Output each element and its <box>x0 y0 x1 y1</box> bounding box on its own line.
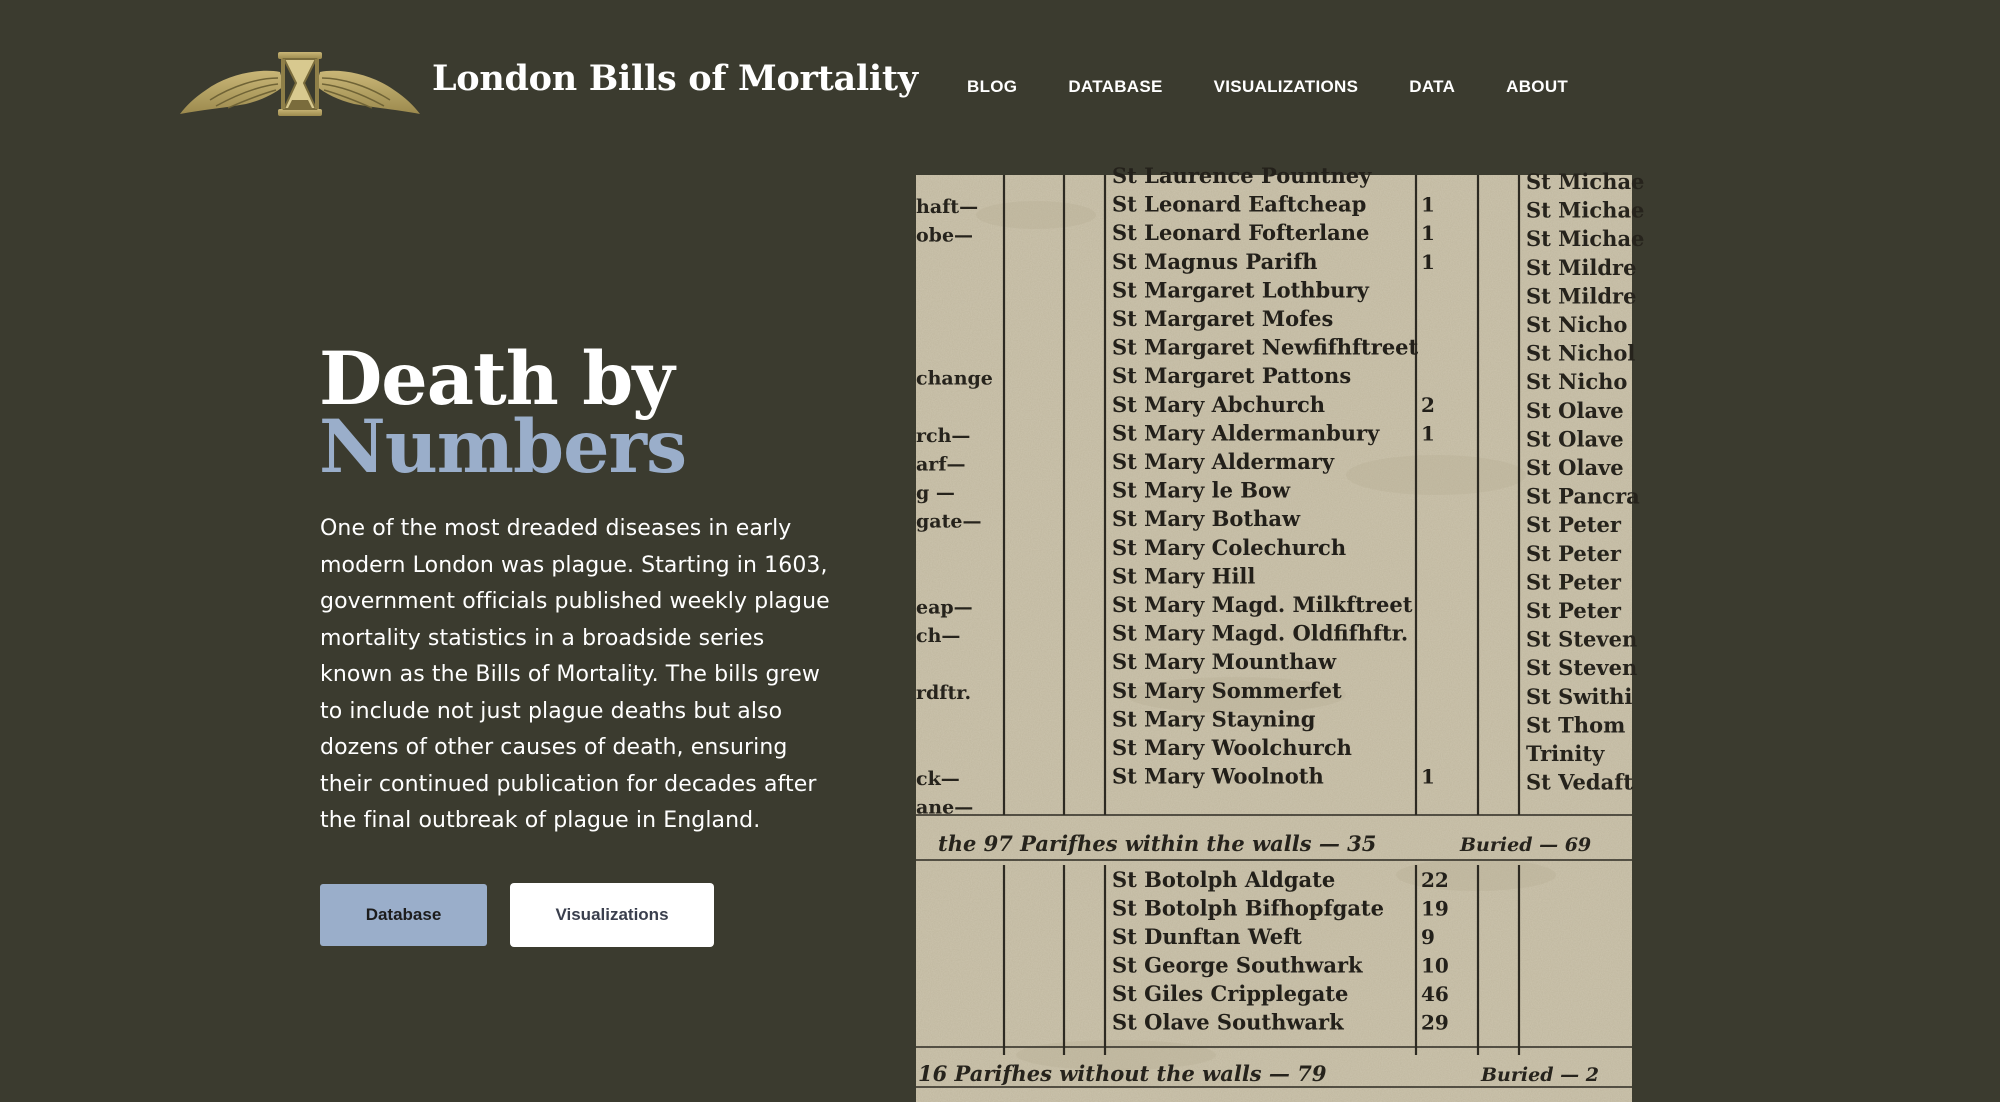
winged-hourglass-icon[interactable] <box>180 50 420 118</box>
parish-name: St Margaret Lothbury <box>1112 277 1369 303</box>
without-walls-buried: Buried — 2 <box>1481 1064 1599 1086</box>
clipped-text-fragment: St Steven <box>1526 626 1638 652</box>
clipped-text-fragment: St Vedaft <box>1526 769 1633 795</box>
database-button[interactable]: Database <box>320 884 487 946</box>
main-nav <box>967 76 1568 98</box>
hero-description: One of the most dreaded diseases in early modern London was plague. Starting in 1603, government officials published weekly plague mortality statistics in a broadside series known as the Bills of Mortality. The bills grew to include not just plague deaths but also dozens of other causes of death, ensuring their continued publication for decades after the final outbreak of plague in England. <box>320 516 830 833</box>
clipped-text-fragment: St Nichol <box>1526 340 1636 366</box>
nav-about[interactable]: ABOUT <box>1506 77 1569 96</box>
clipped-text-fragment: g — <box>916 482 955 504</box>
hero-heading-line2: Numbers <box>319 404 687 490</box>
parish-burial-count: 9 <box>1421 925 1435 949</box>
hero-heading-line1: Death by <box>319 336 674 422</box>
clipped-text-fragment: gate— <box>916 510 982 533</box>
parish-name: St Leonard Fofterlane <box>1112 220 1370 246</box>
clipped-text-fragment: haft— <box>916 196 979 218</box>
visualizations-button[interactable]: Visualizations <box>510 883 714 947</box>
parish-burial-count: 1 <box>1421 221 1435 246</box>
clipped-text-fragment: St Nicho <box>1526 312 1628 337</box>
nav-database[interactable]: DATABASE <box>1068 77 1163 96</box>
parish-name: St Mary Bothaw <box>1112 506 1301 532</box>
clipped-text-fragment: ane— <box>916 796 974 819</box>
parish-burial-count: 1 <box>1421 421 1435 446</box>
clipped-text-fragment: St Peter <box>1526 598 1621 623</box>
clipped-text-fragment: St Olave <box>1526 426 1624 452</box>
clipped-text-fragment: St Nicho <box>1526 369 1628 395</box>
clipped-text-fragment: St Mildre <box>1526 254 1637 280</box>
clipped-text-fragment: rdftr. <box>916 682 972 705</box>
parish-name: St Mary Aldermanbury <box>1112 420 1380 446</box>
parish-burial-count: 29 <box>1421 1010 1449 1035</box>
parish-name: St Margaret Newfifhftreet <box>1112 334 1419 360</box>
clipped-text-fragment: rch— <box>916 424 971 447</box>
clipped-text-fragment: St Peter <box>1526 540 1621 566</box>
parish-burial-count: 10 <box>1421 953 1449 978</box>
parish-name: St Mary Woolnoth <box>1112 763 1324 789</box>
parish-name: St Giles Cripplegate <box>1112 981 1349 1006</box>
clipped-text-fragment: obe— <box>916 224 974 247</box>
parish-name: St Magnus Parifh <box>1112 248 1318 274</box>
clipped-text-fragment: St Pancra <box>1526 483 1640 509</box>
without-walls-total: 16 Parifhes without the walls — 79 <box>918 1061 1327 1086</box>
parish-name: St Leonard Eaftcheap <box>1112 191 1367 217</box>
clipped-text-fragment: ck— <box>916 768 960 790</box>
clipped-text-fragment: St Michae <box>1526 226 1645 252</box>
parish-name: St Dunftan Weft <box>1112 924 1302 949</box>
parish-name: St Margaret Mofes <box>1112 306 1334 331</box>
within-walls-total: the 97 Parifhes within the walls — 35 <box>938 831 1377 856</box>
hero-heading <box>319 336 687 490</box>
clipped-text-fragment: ch— <box>916 625 961 647</box>
clipped-text-fragment: Trinity <box>1526 741 1605 766</box>
parish-name: St Mary Woolchurch <box>1112 735 1352 760</box>
clipped-text-fragment: St Mildre <box>1526 283 1637 309</box>
parish-burial-count: 1 <box>1421 249 1435 274</box>
nav-blog[interactable]: BLOG <box>967 77 1018 96</box>
clipped-text-fragment: St Steven <box>1526 655 1638 681</box>
bill-of-mortality-scan <box>916 163 1645 1102</box>
parish-name: St Mary Magd. Oldfifhftr. <box>1112 620 1409 646</box>
parish-name: St Mary Hill <box>1112 563 1256 589</box>
clipped-text-fragment: St Peter <box>1526 569 1621 595</box>
parish-name: St Mary Abchurch <box>1112 391 1326 417</box>
parish-name: St Mary Colechurch <box>1112 534 1347 560</box>
parish-name: St Mary Stayning <box>1112 706 1316 732</box>
parish-name: St George Southwark <box>1112 952 1363 978</box>
parish-burial-count: 1 <box>1421 764 1435 789</box>
clipped-text-fragment: St Michae <box>1526 197 1645 223</box>
parish-name: St Mary Magd. Milkftreet <box>1112 592 1413 617</box>
within-walls-buried: Buried — 69 <box>1460 834 1592 856</box>
clipped-text-fragment: St Peter <box>1526 512 1621 538</box>
clipped-text-fragment: change <box>916 367 993 390</box>
nav-data[interactable]: DATA <box>1409 77 1456 96</box>
parish-name: St Margaret Pattons <box>1112 363 1352 389</box>
parish-burial-count: 2 <box>1421 392 1435 417</box>
parish-burial-count: 1 <box>1421 192 1435 217</box>
clipped-text-fragment: arf— <box>916 453 966 476</box>
parish-name: St Olave Southwark <box>1112 1009 1344 1035</box>
parish-name: St Laurence Pountney <box>1112 163 1372 188</box>
parish-name: St Mary Mounthaw <box>1112 649 1337 675</box>
clipped-text-fragment: St Olave <box>1526 455 1624 480</box>
parish-name: St Mary Aldermary <box>1112 449 1335 474</box>
clipped-text-fragment: St Swithi <box>1526 683 1633 709</box>
parish-burial-count: 19 <box>1421 896 1449 921</box>
clipped-text-fragment: eap— <box>916 596 973 619</box>
clipped-text-fragment: St Thom <box>1526 712 1626 738</box>
parish-name: St Botolph Bifhopfgate <box>1112 895 1384 921</box>
nav-visualizations[interactable]: VISUALIZATIONS <box>1213 77 1359 96</box>
parish-name: St Mary le Bow <box>1112 477 1291 503</box>
site-title[interactable]: London Bills of Mortality <box>432 58 918 99</box>
clipped-text-fragment: St Michae <box>1526 169 1645 194</box>
clipped-text-fragment: St Olave <box>1526 397 1624 423</box>
parish-burial-count: 46 <box>1421 982 1449 1006</box>
parish-name: St Mary Sommerfet <box>1112 677 1342 703</box>
parish-name: St Botolph Aldgate <box>1112 867 1336 892</box>
parish-burial-count: 22 <box>1421 868 1449 892</box>
